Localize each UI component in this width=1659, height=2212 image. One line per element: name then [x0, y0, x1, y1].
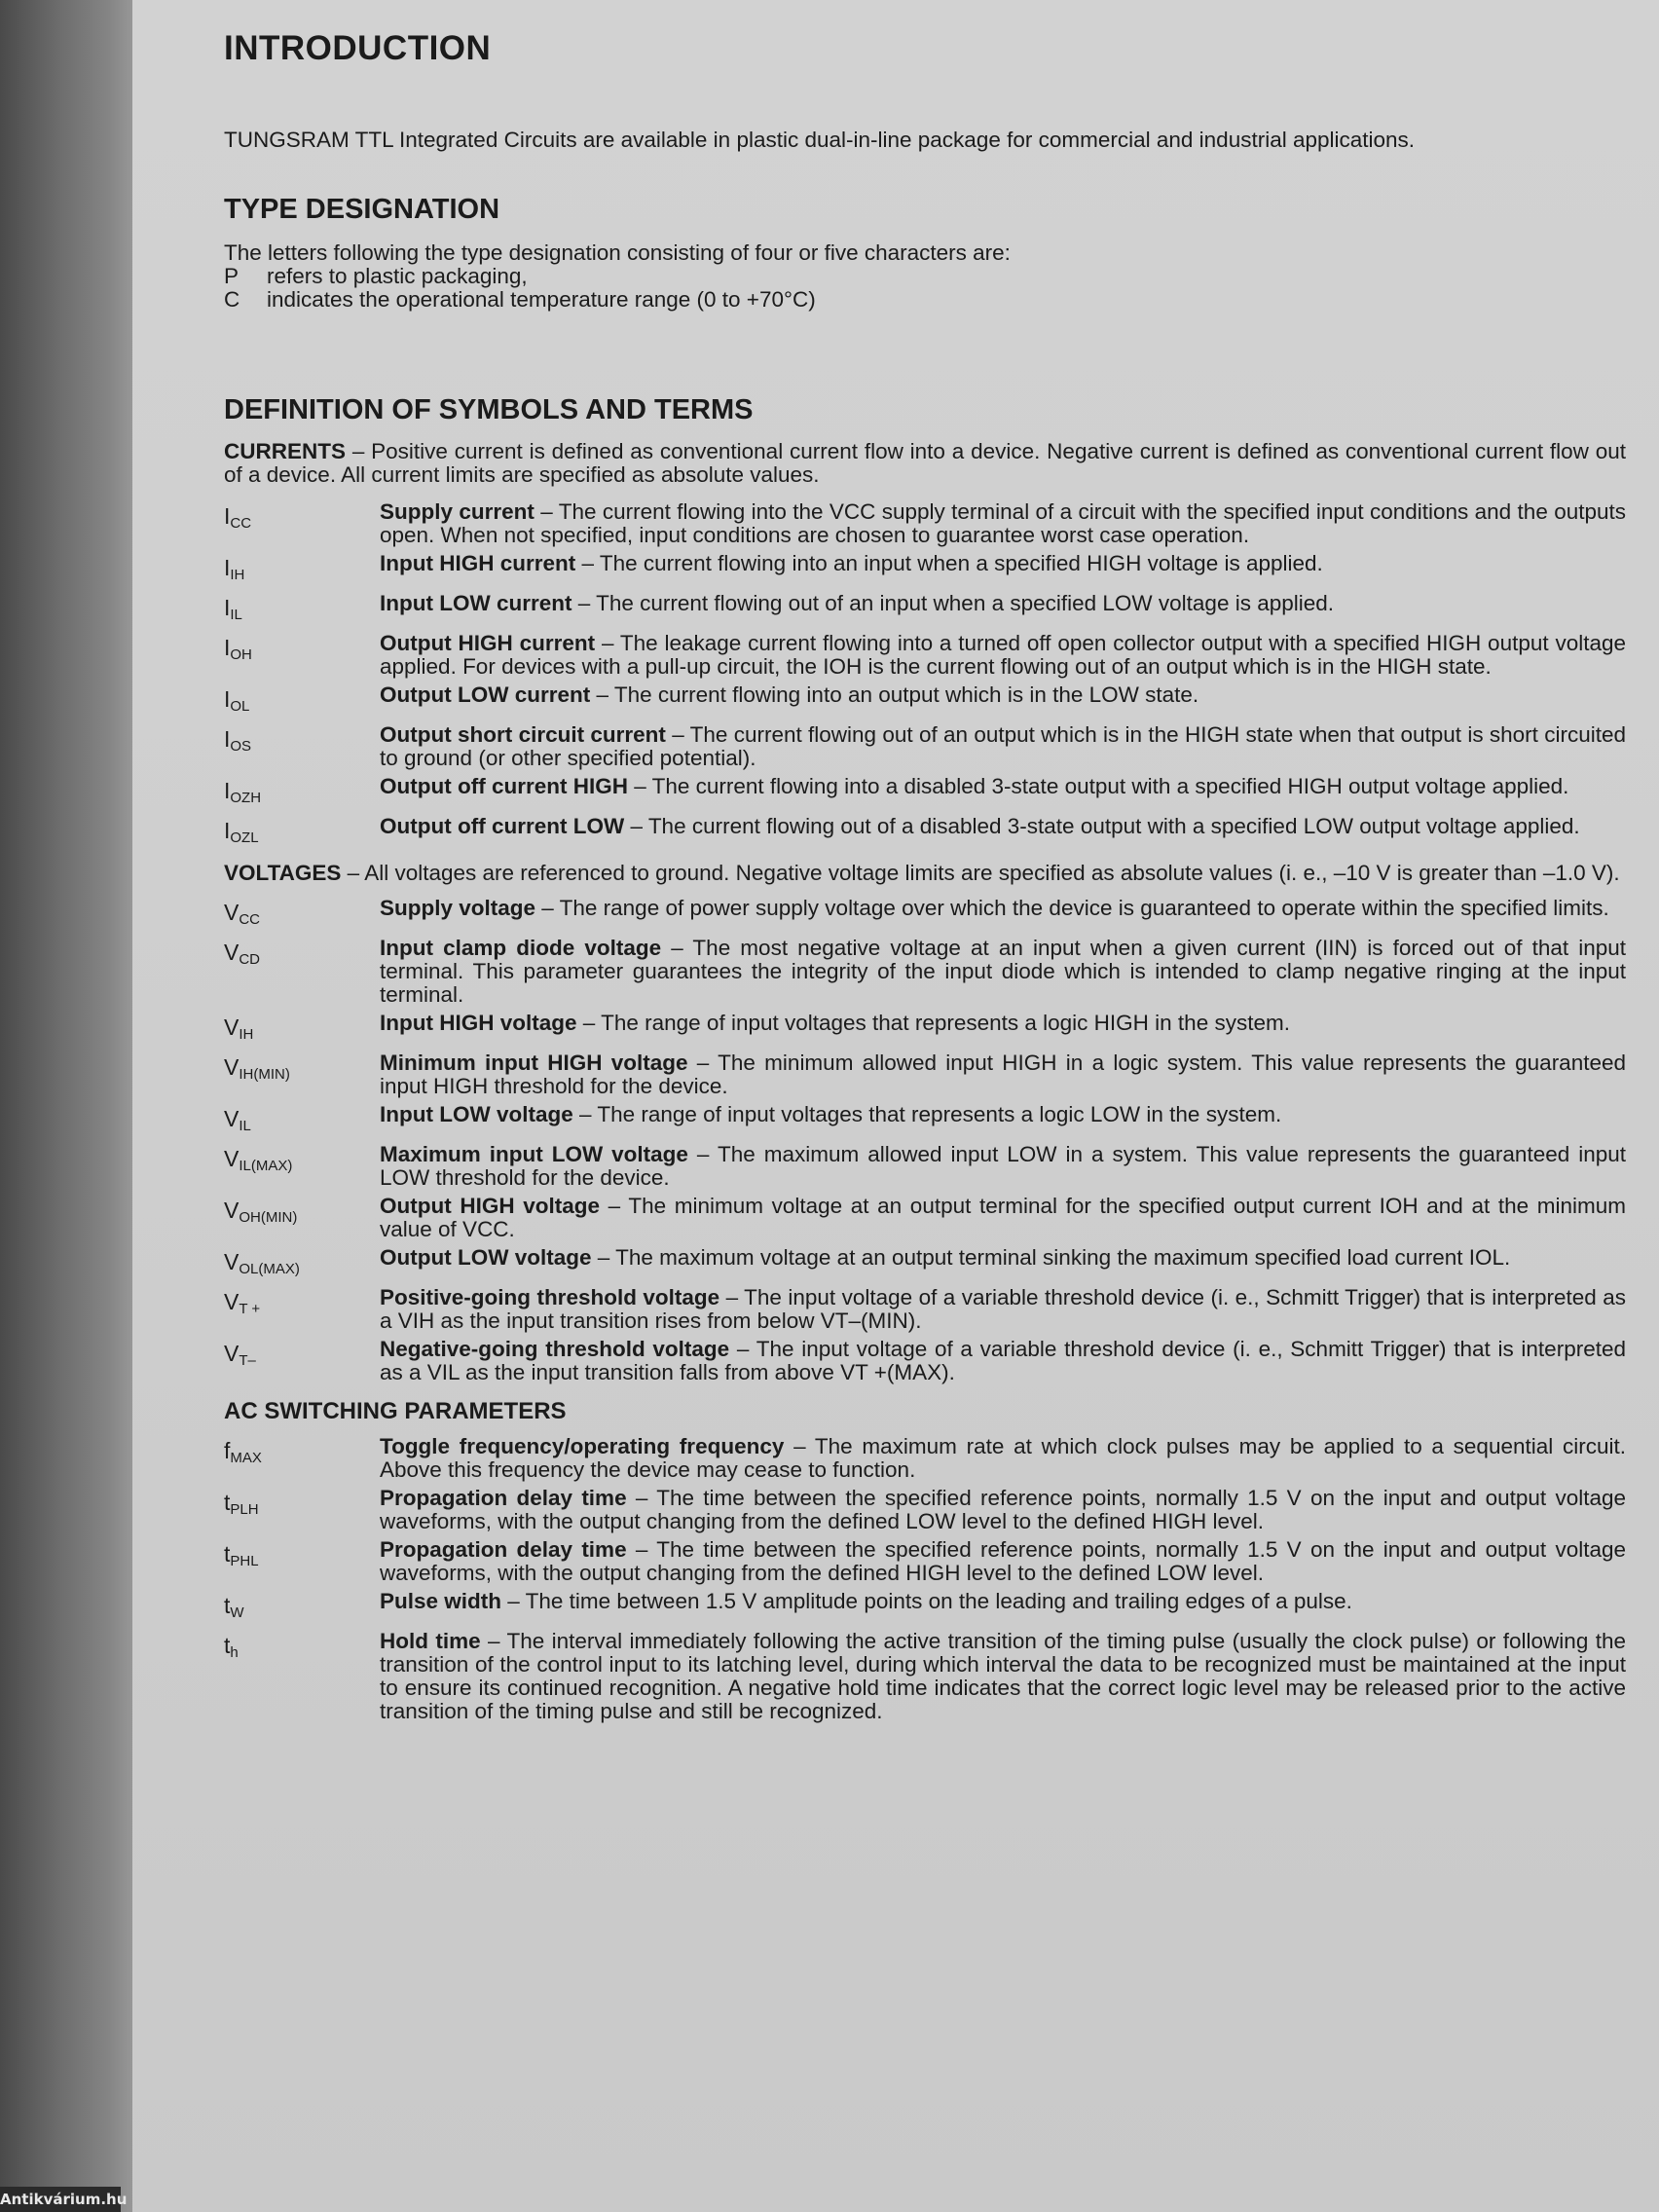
voltages-label: VOLTAGES — [224, 861, 342, 885]
page-content — [224, 29, 1626, 1728]
symbol-subscript: h — [230, 1644, 239, 1661]
definition-text — [380, 723, 1626, 770]
symbol-subscript: OH — [230, 646, 252, 663]
symbol-letter: I — [224, 635, 231, 660]
symbol — [224, 1487, 380, 1533]
definition-row — [224, 723, 1626, 770]
symbol — [224, 897, 380, 932]
definition-row — [224, 1051, 1626, 1098]
symbol-letter: I — [224, 778, 231, 803]
symbol-letter: V — [224, 1106, 240, 1131]
symbol — [224, 1435, 380, 1482]
term-description: – The leakage current flowing into a turned off open collector output with a specified HIGH output voltage applied. For devices with a pull-up circuit, the IOH is the current flowing out of an output which is in the HIGH state. — [380, 631, 1626, 679]
symbol-letter: t — [224, 1541, 231, 1567]
definition-text — [380, 815, 1626, 850]
symbol-letter: V — [224, 1054, 240, 1080]
symbol — [224, 500, 380, 547]
symbol-letter: V — [224, 1014, 240, 1040]
symbol — [224, 723, 380, 770]
definition-row — [224, 1435, 1626, 1482]
symbol — [224, 1012, 380, 1047]
voltages-lead — [224, 862, 1626, 885]
term-name: Pulse width — [380, 1589, 502, 1613]
term-name: Output HIGH voltage — [380, 1194, 600, 1218]
term-description: – The minimum voltage at an output terminal for the specified output current IOH and at the minimum value of VCC. — [380, 1194, 1626, 1241]
definition-text — [380, 1487, 1626, 1533]
definition-text — [380, 1012, 1626, 1047]
symbol-letter: I — [224, 595, 231, 620]
symbol — [224, 1286, 380, 1333]
page-title: INTRODUCTION — [224, 29, 492, 67]
symbol-letter: I — [224, 818, 231, 843]
symbol — [224, 552, 380, 587]
symbol — [224, 1538, 380, 1585]
term-description: – The maximum voltage at an output terminal sinking the maximum specified load current IOL. — [591, 1245, 1511, 1270]
term-description: – The current flowing into a disabled 3-state output with a specified HIGH output voltage applied. — [627, 774, 1569, 798]
definition-row — [224, 1630, 1626, 1723]
symbol-subscript: CC — [239, 911, 261, 928]
term-description: – The time between the specified reference points, normally 1.5 V on the input and output voltage waveforms, with the output changing from the defined HIGH level to the defined LOW level. — [380, 1537, 1627, 1585]
term-name: Output short circuit current — [380, 722, 666, 747]
symbol-subscript: OS — [230, 738, 252, 755]
term-name: Output LOW current — [380, 682, 591, 707]
term-description: – The current flowing into the VCC supply terminal of a circuit with the specified input conditions and the outputs open. When not specified, input conditions are chosen to guarantee worst case operation. — [380, 499, 1626, 547]
symbol-letter: I — [224, 726, 231, 752]
term-description: – The range of input voltages that represents a logic HIGH in the system. — [576, 1011, 1290, 1035]
definition-text — [380, 1246, 1626, 1281]
symbol-letter: I — [224, 686, 231, 712]
term-description: – The range of power supply voltage over which the device is guaranteed to operate within the specified limits. — [535, 896, 1609, 920]
symbol-subscript: MAX — [230, 1450, 262, 1466]
term-description: – The minimum allowed input HIGH in a logic system. This value represents the guaranteed input HIGH threshold for the device. — [380, 1051, 1627, 1098]
term-name: Input HIGH voltage — [380, 1011, 577, 1035]
symbol-subscript: PLH — [230, 1501, 259, 1518]
definition-row — [224, 552, 1626, 587]
symbol — [224, 937, 380, 1007]
symbol-letter: t — [224, 1633, 231, 1658]
term-description: – The input voltage of a variable threshold device (i. e., Schmitt Trigger) that is interpreted as a VIL as the input transition falls from above VT +(MAX). — [380, 1337, 1626, 1384]
definition-text — [380, 1195, 1626, 1241]
list-item — [224, 288, 1626, 312]
term-name: Output HIGH current — [380, 631, 596, 655]
definition-row — [224, 815, 1626, 850]
term-description: – The maximum rate at which clock pulses may be applied to a sequential circuit. Above this frequency the device may cease to function. — [380, 1434, 1626, 1482]
term-name: Input clamp diode voltage — [380, 936, 662, 960]
term-name: Negative-going threshold voltage — [380, 1337, 730, 1361]
term-description: – The current flowing into an output which is in the LOW state. — [590, 682, 1199, 707]
definition-text — [380, 775, 1626, 810]
legend-letter: C — [224, 287, 240, 312]
definition-text — [380, 1143, 1626, 1190]
definition-text — [380, 1630, 1626, 1723]
definition-text — [380, 632, 1626, 679]
symbol — [224, 815, 380, 850]
definition-text — [380, 500, 1626, 547]
intro-paragraph: TUNGSRAM TTL Integrated Circuits are available in plastic dual-in-line package for commercial and industrial applications. — [224, 128, 1416, 152]
symbol — [224, 1103, 380, 1138]
currents-lead — [224, 440, 1626, 487]
symbol — [224, 1143, 380, 1190]
symbol-letter: V — [224, 1341, 240, 1366]
symbol-letter: V — [224, 940, 240, 965]
symbol-letter: V — [224, 1198, 240, 1223]
definition-text — [380, 1338, 1626, 1384]
voltages-lead-text: – All voltages are referenced to ground. Negative voltage limits are specified as absolute values (i. e., –10 V is greater than –1.0 V). — [341, 861, 1620, 885]
term-description: – The current flowing out of an input when a specified LOW voltage is applied. — [571, 591, 1335, 615]
term-name: Input LOW current — [380, 591, 572, 615]
definition-text — [380, 1538, 1626, 1585]
legend-text: indicates the operational temperature range (0 to +70°C) — [267, 287, 816, 312]
symbol — [224, 632, 380, 679]
definition-text — [380, 1590, 1626, 1625]
definition-text — [380, 1286, 1626, 1333]
definition-text — [380, 1103, 1626, 1138]
symbol-subscript: CD — [239, 951, 261, 968]
term-name: Input LOW voltage — [380, 1102, 573, 1126]
symbol-subscript: OH(MIN) — [239, 1209, 298, 1226]
term-name: Output LOW voltage — [380, 1245, 592, 1270]
symbol-subscript: IH(MIN) — [239, 1066, 290, 1083]
symbol — [224, 1590, 380, 1625]
definition-text — [380, 592, 1626, 627]
definition-row — [224, 897, 1626, 932]
symbol-subscript: CC — [230, 515, 252, 532]
symbol — [224, 592, 380, 627]
symbol-subscript: T + — [239, 1301, 261, 1317]
symbol-letter: t — [224, 1490, 231, 1515]
term-description: – The current flowing out of an output which is in the HIGH state when that output is short circuited to ground (or other specified potential). — [380, 722, 1626, 770]
term-description: – The current flowing out of a disabled 3-state output with a specified LOW output voltage applied. — [624, 814, 1580, 838]
definition-row — [224, 683, 1626, 719]
term-description: – The interval immediately following the active transition of the timing pulse (usually the clock pulse) or following the transition of the control input to its latching level, during which interval the data to be recognized must be maintained at the input to ensure its continued recognition. A negative hold time indicates that the correct logic level may be released prior to the active transition of the timing pulse and still be recognized. — [380, 1629, 1626, 1723]
legend-letter: P — [224, 264, 240, 288]
definition-row — [224, 1143, 1626, 1190]
definition-row — [224, 500, 1626, 547]
symbol — [224, 1246, 380, 1281]
term-name: Propagation delay time — [380, 1486, 627, 1510]
term-name: Input HIGH current — [380, 551, 576, 575]
symbol-subscript: IH — [239, 1026, 254, 1043]
definition-row — [224, 775, 1626, 810]
symbol-letter: V — [224, 900, 240, 925]
term-description: – The most negative voltage at an input when a given current (IIN) is forced out of that input terminal. This parameter guarantees the integrity of the input diode which is intended to clamp negative ringing at the input terminal. — [380, 936, 1626, 1007]
symbol-letter: I — [224, 503, 231, 529]
type-designation-heading: TYPE DESIGNATION — [224, 194, 500, 225]
currents-list — [224, 500, 1626, 850]
definition-row — [224, 1538, 1626, 1585]
term-name: Output off current HIGH — [380, 774, 628, 798]
term-name: Minimum input HIGH voltage — [380, 1051, 688, 1075]
term-name: Toggle frequency/operating frequency — [380, 1434, 785, 1458]
definition-text — [380, 897, 1626, 932]
symbol — [224, 1630, 380, 1723]
symbol-letter: V — [224, 1289, 240, 1314]
symbol-subscript: T– — [239, 1352, 256, 1369]
definition-row — [224, 1338, 1626, 1384]
definition-text — [380, 1051, 1626, 1098]
definition-row — [224, 1103, 1626, 1138]
definition-text — [380, 1435, 1626, 1482]
definition-row — [224, 632, 1626, 679]
definition-row — [224, 937, 1626, 1007]
symbol-letter: f — [224, 1438, 231, 1463]
type-designation-list — [224, 265, 1626, 312]
symbol-subscript: IL(MAX) — [239, 1158, 293, 1174]
definition-row — [224, 1195, 1626, 1241]
definition-text — [380, 937, 1626, 1007]
term-description: – The range of input voltages that represents a logic LOW in the system. — [572, 1102, 1282, 1126]
currents-label: CURRENTS — [224, 439, 347, 463]
symbol-subscript: OL — [230, 698, 250, 715]
symbol — [224, 775, 380, 810]
definition-row — [224, 1246, 1626, 1281]
voltages-list — [224, 897, 1626, 1384]
symbol-subscript: OZL — [230, 830, 259, 846]
type-designation-lead: The letters following the type designation consisting of four or five characters are: — [224, 240, 1011, 265]
legend-text: refers to plastic packaging, — [267, 264, 528, 288]
term-name: Hold time — [380, 1629, 481, 1653]
definition-row — [224, 1487, 1626, 1533]
term-name: Maximum input LOW voltage — [380, 1142, 688, 1166]
term-name: Output off current LOW — [380, 814, 625, 838]
term-name: Propagation delay time — [380, 1537, 627, 1562]
definition-row — [224, 592, 1626, 627]
ac-parameters-heading: AC SWITCHING PARAMETERS — [224, 1398, 567, 1424]
term-description: – The input voltage of a variable threshold device (i. e., Schmitt Trigger) that is interpreted as a VIH as the input transition rises from below VT–(MIN). — [380, 1285, 1626, 1333]
list-item — [224, 265, 1626, 288]
term-description: – The current flowing into an input when a specified HIGH voltage is applied. — [575, 551, 1323, 575]
term-name: Positive-going threshold voltage — [380, 1285, 720, 1309]
symbol-letter: t — [224, 1593, 231, 1618]
symbol-subscript: PHL — [230, 1553, 259, 1569]
symbol — [224, 1338, 380, 1384]
definition-row — [224, 1012, 1626, 1047]
definitions-heading: DEFINITION OF SYMBOLS AND TERMS — [224, 394, 754, 425]
term-name: Supply voltage — [380, 896, 536, 920]
symbol — [224, 1195, 380, 1241]
symbol-subscript: IH — [230, 567, 245, 583]
symbol-letter: V — [224, 1146, 240, 1171]
currents-lead-text: – Positive current is defined as conventional current flow into a device. Negative current is defined as conventional current flow out of a device. All current limits are specified as absolute values. — [224, 439, 1626, 487]
symbol — [224, 1051, 380, 1098]
watermark-label: Antikvárium.hu — [0, 2187, 121, 2212]
symbol-letter: V — [224, 1249, 240, 1274]
symbol-subscript: OL(MAX) — [239, 1261, 300, 1277]
term-description: – The maximum allowed input LOW in a system. This value represents the guaranteed input LOW threshold for the device. — [380, 1142, 1627, 1190]
definition-row — [224, 1590, 1626, 1625]
term-description: – The time between the specified reference points, normally 1.5 V on the input and output voltage waveforms, with the output changing from the defined LOW level to the defined HIGH level. — [380, 1486, 1627, 1533]
book-binding-shadow — [0, 0, 136, 2212]
definition-text — [380, 683, 1626, 719]
symbol-subscript: IL — [239, 1118, 251, 1134]
definition-text — [380, 552, 1626, 587]
symbol-subscript: IL — [230, 607, 242, 623]
ac-parameters-list — [224, 1435, 1626, 1723]
symbol-subscript: W — [230, 1604, 244, 1621]
term-description: – The time between 1.5 V amplitude points on the leading and trailing edges of a pulse. — [501, 1589, 1352, 1613]
symbol-letter: I — [224, 555, 231, 580]
symbol — [224, 683, 380, 719]
definition-row — [224, 1286, 1626, 1333]
symbol-subscript: OZH — [230, 790, 262, 806]
term-name: Supply current — [380, 499, 535, 524]
